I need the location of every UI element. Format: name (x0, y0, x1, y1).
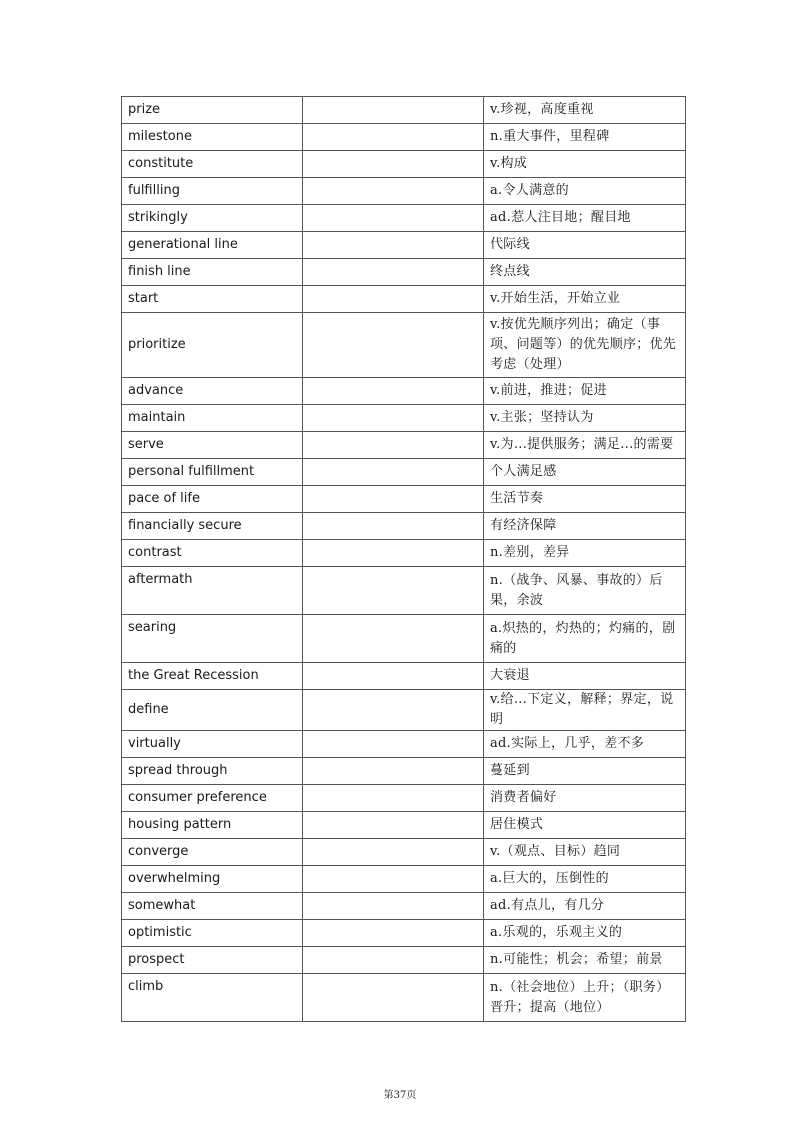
table-row (122, 663, 686, 690)
blank-cell (303, 486, 484, 513)
table-row (122, 378, 686, 405)
table-row (122, 567, 686, 615)
english-term-cell: somewhat (122, 893, 303, 920)
table-row (122, 731, 686, 758)
english-term-cell: serve (122, 432, 303, 459)
vocabulary-table (121, 96, 686, 1022)
chinese-meaning-cell: ad.实际上，几乎，差不多 (484, 731, 686, 758)
english-term-cell: virtually (122, 731, 303, 758)
blank-cell (303, 866, 484, 893)
english-term-cell: strikingly (122, 205, 303, 232)
blank-cell (303, 785, 484, 812)
table-row (122, 97, 686, 124)
blank-cell (303, 615, 484, 663)
chinese-meaning-cell: v.按优先顺序列出；确定（事项、问题等）的优先顺序；优先考虑（处理） (484, 313, 686, 378)
english-term-cell: prospect (122, 947, 303, 974)
table-row (122, 259, 686, 286)
table-row (122, 513, 686, 540)
table-row (122, 866, 686, 893)
english-term-cell: personal fulfillment (122, 459, 303, 486)
chinese-meaning-cell: ad.惹人注目地；醒目地 (484, 205, 686, 232)
table-row (122, 839, 686, 866)
table-row (122, 486, 686, 513)
blank-cell (303, 812, 484, 839)
english-term-cell: constitute (122, 151, 303, 178)
blank-cell (303, 690, 484, 731)
table-row (122, 459, 686, 486)
chinese-meaning-cell: n.差别，差异 (484, 540, 686, 567)
chinese-meaning-cell: 生活节奏 (484, 486, 686, 513)
english-term-cell: prize (122, 97, 303, 124)
vocabulary-table-body (122, 97, 686, 1022)
table-row (122, 151, 686, 178)
chinese-meaning-cell: n.重大事件，里程碑 (484, 124, 686, 151)
blank-cell (303, 378, 484, 405)
table-row (122, 920, 686, 947)
table-row (122, 124, 686, 151)
blank-cell (303, 758, 484, 785)
chinese-meaning-cell: v.（观点、目标）趋同 (484, 839, 686, 866)
blank-cell (303, 405, 484, 432)
table-row (122, 313, 686, 378)
english-term-cell: searing (122, 615, 303, 663)
chinese-meaning-cell: 大衰退 (484, 663, 686, 690)
english-term-cell: the Great Recession (122, 663, 303, 690)
chinese-meaning-cell: a.令人满意的 (484, 178, 686, 205)
chinese-meaning-cell: n.（战争、风暴、事故的）后果，余波 (484, 567, 686, 615)
chinese-meaning-cell: ad.有点儿，有几分 (484, 893, 686, 920)
blank-cell (303, 513, 484, 540)
table-row (122, 974, 686, 1022)
blank-cell (303, 151, 484, 178)
page-number: 第37页 (383, 1090, 417, 1101)
blank-cell (303, 974, 484, 1022)
english-term-cell: start (122, 286, 303, 313)
blank-cell (303, 97, 484, 124)
english-term-cell: advance (122, 378, 303, 405)
chinese-meaning-cell: n.可能性；机会；希望；前景 (484, 947, 686, 974)
table-row (122, 947, 686, 974)
english-term-cell: converge (122, 839, 303, 866)
table-row (122, 178, 686, 205)
blank-cell (303, 124, 484, 151)
table-row (122, 812, 686, 839)
english-term-cell: financially secure (122, 513, 303, 540)
english-term-cell: prioritize (122, 313, 303, 378)
table-row (122, 286, 686, 313)
blank-cell (303, 232, 484, 259)
english-term-cell: generational line (122, 232, 303, 259)
chinese-meaning-cell: v.开始生活，开始立业 (484, 286, 686, 313)
english-term-cell: define (122, 690, 303, 731)
chinese-meaning-cell: 居住模式 (484, 812, 686, 839)
table-row (122, 615, 686, 663)
table-row (122, 758, 686, 785)
english-term-cell: consumer preference (122, 785, 303, 812)
english-term-cell: maintain (122, 405, 303, 432)
blank-cell (303, 178, 484, 205)
chinese-meaning-cell: a.巨大的，压倒性的 (484, 866, 686, 893)
chinese-meaning-cell: n.（社会地位）上升；（职务）晋升；提高（地位） (484, 974, 686, 1022)
blank-cell (303, 947, 484, 974)
chinese-meaning-cell: v.主张；坚持认为 (484, 405, 686, 432)
blank-cell (303, 731, 484, 758)
table-row (122, 785, 686, 812)
english-term-cell: contrast (122, 540, 303, 567)
blank-cell (303, 259, 484, 286)
english-term-cell: fulfilling (122, 178, 303, 205)
blank-cell (303, 663, 484, 690)
table-row (122, 690, 686, 731)
blank-cell (303, 286, 484, 313)
english-term-cell: optimistic (122, 920, 303, 947)
table-row (122, 432, 686, 459)
english-term-cell: housing pattern (122, 812, 303, 839)
english-term-cell: climb (122, 974, 303, 1022)
chinese-meaning-cell: 个人满足感 (484, 459, 686, 486)
english-term-cell: spread through (122, 758, 303, 785)
blank-cell (303, 920, 484, 947)
table-row (122, 540, 686, 567)
table-row (122, 205, 686, 232)
blank-cell (303, 540, 484, 567)
chinese-meaning-cell: 有经济保障 (484, 513, 686, 540)
blank-cell (303, 459, 484, 486)
table-row (122, 893, 686, 920)
chinese-meaning-cell: 终点线 (484, 259, 686, 286)
chinese-meaning-cell: v.珍视，高度重视 (484, 97, 686, 124)
blank-cell (303, 205, 484, 232)
blank-cell (303, 432, 484, 459)
blank-cell (303, 893, 484, 920)
english-term-cell: aftermath (122, 567, 303, 615)
table-row (122, 232, 686, 259)
english-term-cell: finish line (122, 259, 303, 286)
blank-cell (303, 313, 484, 378)
english-term-cell: milestone (122, 124, 303, 151)
chinese-meaning-cell: 蔓延到 (484, 758, 686, 785)
chinese-meaning-cell: 消费者偏好 (484, 785, 686, 812)
chinese-meaning-cell: v.构成 (484, 151, 686, 178)
blank-cell (303, 839, 484, 866)
chinese-meaning-cell: v.给...下定义，解释；界定，说明 (484, 690, 686, 731)
chinese-meaning-cell: a.炽热的，灼热的；灼痛的，剧痛的 (484, 615, 686, 663)
english-term-cell: overwhelming (122, 866, 303, 893)
table-row (122, 405, 686, 432)
chinese-meaning-cell: v.前进，推进；促进 (484, 378, 686, 405)
english-term-cell: pace of life (122, 486, 303, 513)
chinese-meaning-cell: v.为...提供服务；满足...的需要 (484, 432, 686, 459)
chinese-meaning-cell: a.乐观的，乐观主义的 (484, 920, 686, 947)
chinese-meaning-cell: 代际线 (484, 232, 686, 259)
blank-cell (303, 567, 484, 615)
